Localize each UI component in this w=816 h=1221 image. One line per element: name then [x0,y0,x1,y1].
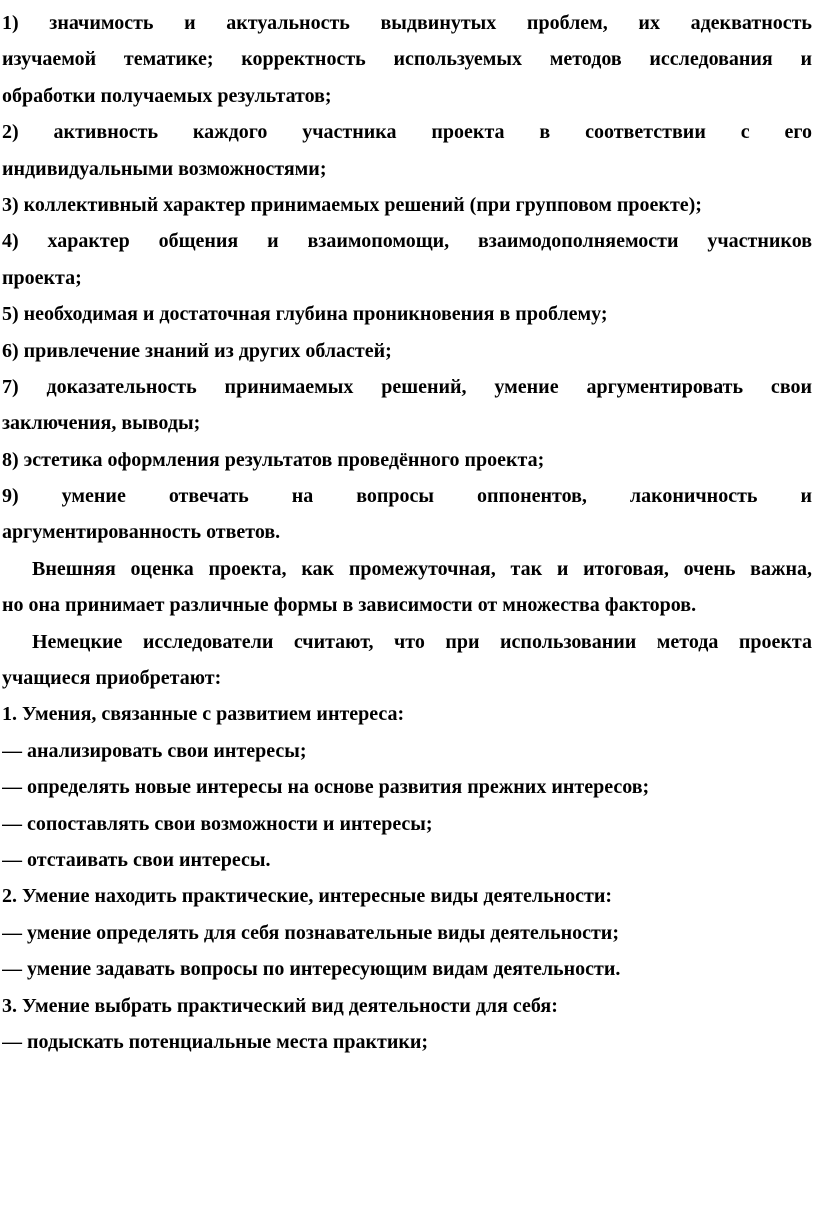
criterion-1-line-3: обработки получаемых результатов; [2,84,332,107]
paragraph-german-researchers-line-1: Немецкие исследователи считают, что при использовании метода проекта [32,630,812,653]
criterion-2-line-1: 2) активность каждого участника проекта в соответствии с его [2,121,812,144]
skills-heading-1: 1. Умения, связанные с развитием интереса: [2,703,405,726]
criterion-5: 5) необходимая и достаточная глубина проникновения в проблему; [2,303,608,326]
criterion-9-line-1: 9) умение отвечать на вопросы оппонентов, лаконичность и [2,485,812,508]
criterion-7-line-1: 7) доказательность принимаемых решений, умение аргументировать свои [2,375,812,398]
paragraph-german-researchers-line-2: учащиеся приобретают: [2,667,222,690]
paragraph-external-assessment-line-2: но она принимает различные формы в зависимости от множества факторов. [2,594,697,617]
criterion-9-line-2: аргументированность ответов. [2,521,281,544]
skills-1-item-2: — определять новые интересы на основе развития прежних интересов; [2,776,650,799]
skills-1-item-3: — сопоставлять свои возможности и интересы; [2,812,433,835]
skills-heading-3: 3. Умение выбрать практический вид деятельности для себя: [2,994,558,1017]
skills-3-item-1: — подыскать потенциальные места практики; [2,1030,429,1053]
skills-2-item-2: — умение задавать вопросы по интересующим видам деятельности. [2,958,621,981]
skills-1-item-1: — анализировать свои интересы; [2,739,307,762]
criterion-8: 8) эстетика оформления результатов проведённого проекта; [2,448,545,471]
paragraph-external-assessment-line-1: Внешняя оценка проекта, как промежуточная, так и итоговая, очень важна, [32,557,812,580]
criterion-4-line-2: проекта; [2,266,82,289]
skills-heading-2: 2. Умение находить практические, интересные виды деятельности: [2,885,613,908]
skills-1-item-4: — отстаивать свои интересы. [2,848,271,871]
criterion-1-line-2: изучаемой тематике; корректность используемых методов исследования и [2,48,812,71]
criterion-2-line-2: индивидуальными возможностями; [2,157,327,180]
criterion-1-line-1: 1) значимость и актуальность выдвинутых проблем, их адекватность [2,12,812,34]
criterion-6: 6) привлечение знаний из других областей; [2,339,392,362]
criterion-4-line-1: 4) характер общения и взаимопомощи, взаимодополняемости участников [2,230,812,253]
criterion-7-line-2: заключения, выводы; [2,412,201,435]
criterion-3: 3) коллективный характер принимаемых решений (при групповом проекте); [2,193,702,216]
skills-2-item-1: — умение определять для себя познавательные виды деятельности; [2,921,619,944]
